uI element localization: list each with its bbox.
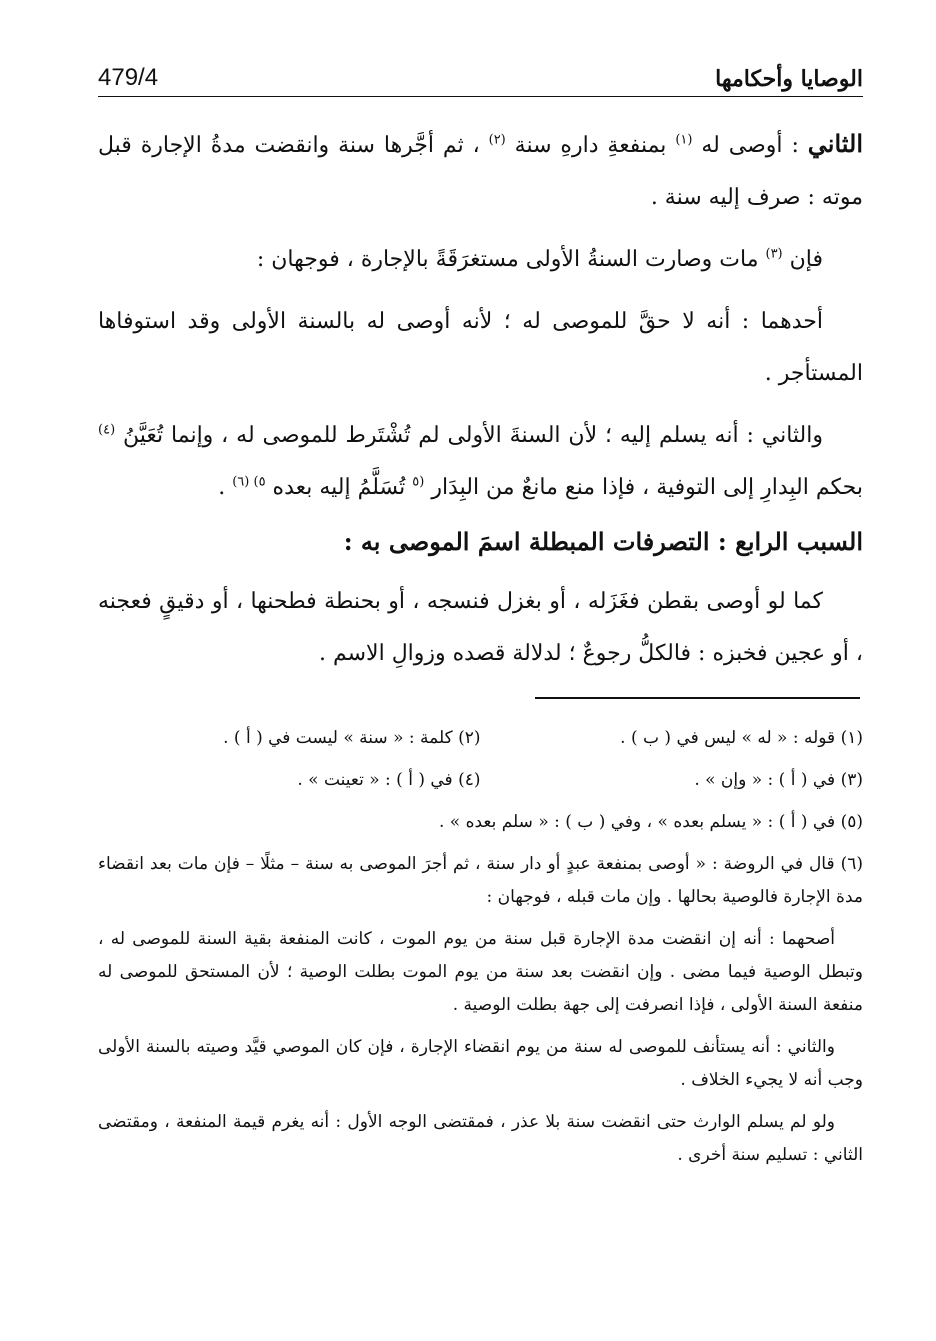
footnote-1: (١) قوله : « له » ليس في ( ب ) . [620, 728, 863, 748]
footnote-6-paragraph: والثاني : أنه يستأنف للموصى له سنة من يوم انقضاء الإجارة ، فإن كان الموصي قيَّد وصيته بالسنة الأولى وجب أنه لا يجيء الخلاف . [98, 1037, 863, 1090]
footnote-6-paragraph: أصحهما : أنه إن انقضت مدة الإجارة قبل سنة من يوم الموت ، كانت المنفعة بقية السنة للموصى له ، وتبطل الوصية فيما مضى . وإن انقضت بعد سنة من يوم الموت بطلت الوصية ؛ لأن المستحق للموصى له منفعة السنة الأولى ، فإذا انصرفت إلى جهة بطلت الوصية . [98, 929, 863, 1015]
term-second: الثاني [807, 129, 863, 158]
footnote-ref-2: (٢) [488, 132, 506, 148]
footnote-ref-4: (٤) [98, 422, 116, 438]
footnote-ref-5-open: (٥ [412, 474, 425, 490]
footnote-6-paragraph: ولو لم يسلم الوارث حتى انقضت سنة بلا عذر ، فمقتضى الوجه الأول : أنه يغرم قيمة المنفعة ، ومقتضى الثاني : تسليم سنة أخرى . [98, 1112, 863, 1165]
main-text [98, 118, 863, 688]
page-number: 479/4 [98, 64, 166, 96]
footnote-row [98, 764, 863, 797]
footnote-row [98, 722, 863, 755]
paragraph-second-view [98, 410, 863, 514]
text-fragment: ، ثم أجَّرها سنة وانقضت مدةُ الإجارة قبل موته : صرف إليه سنة . [98, 133, 863, 210]
paragraph-examples: كما لو أوصى بقطن فغَزَله ، أو بغزل فنسجه ، أو بحنطة فطحنها ، أو دقيقٍ فعجنه ، أو عجين فخبزه : فالكلُّ رجوعٌ ؛ لدلالة قصده وزوالِ الاسم . [98, 589, 863, 666]
footnote-ref-1: (١) [675, 132, 693, 148]
footnote-ref-3: (٣) [765, 246, 783, 262]
footnote-divider [535, 697, 860, 699]
footnote-6: (٦) قال في الروضة : « أوصى بمنفعة عبدٍ أو دار سنة ، ثم أجرَ الموصى به سنة – مثلًا – فإن مات بعد انقضاء مدة الإجارة فالوصية بحالها . وإن مات قبله ، فوجهان : [98, 854, 863, 907]
text-fragment: : أوصى له [692, 133, 808, 158]
footnote-4: (٤) في ( أ ) : « تعينت » . [297, 770, 481, 790]
footnotes [98, 722, 863, 1181]
footnote-5: (٥) في ( أ ) : « يسلم بعده » ، وفي ( ب ) : « سلم بعده » . [438, 812, 863, 832]
text-fragment: بحكم البِدارِ إلى التوفية ، فإذا منع مانعٌ من البِدَار [424, 475, 863, 500]
text-fragment: والثاني : أنه يسلم إليه ؛ لأن السنةَ الأولى لم تُشْتَرط للموصى له ، وإنما تُعَيَّنُ [115, 423, 823, 448]
paragraph-if-died [98, 234, 863, 286]
running-title: الوصايا وأحكامها [707, 66, 863, 96]
text-fragment: مات وصارت السنةُ الأولى مستغرَقَةً بالإجارة ، فوجهان : [256, 247, 766, 272]
footnote-2: (٢) كلمة : « سنة » ليست في ( أ ) . [223, 728, 481, 748]
paragraph-first-view: أحدهما : أنه لا حقَّ للموصى له ؛ لأنه أوصى له بالسنة الأولى وقد استوفاها المستأجر . [98, 309, 863, 386]
text-fragment: تُسَلَّمُ إليه بعده [265, 475, 413, 500]
footnote-ref-5-close: ٥) [253, 474, 266, 490]
footnote-3: (٣) في ( أ ) : « وإن » . [694, 770, 863, 790]
footnote-ref-6: (٦) [232, 474, 254, 490]
text-fragment: . [218, 475, 233, 500]
text-fragment: بمنفعةِ دارهِ سنة [505, 133, 676, 158]
text-fragment: فإن [782, 247, 823, 272]
page-header [98, 56, 863, 97]
paragraph-second-case [98, 118, 863, 224]
section-heading: السبب الرابع : التصرفات المبطلة اسمَ الموصى به : [343, 527, 863, 556]
